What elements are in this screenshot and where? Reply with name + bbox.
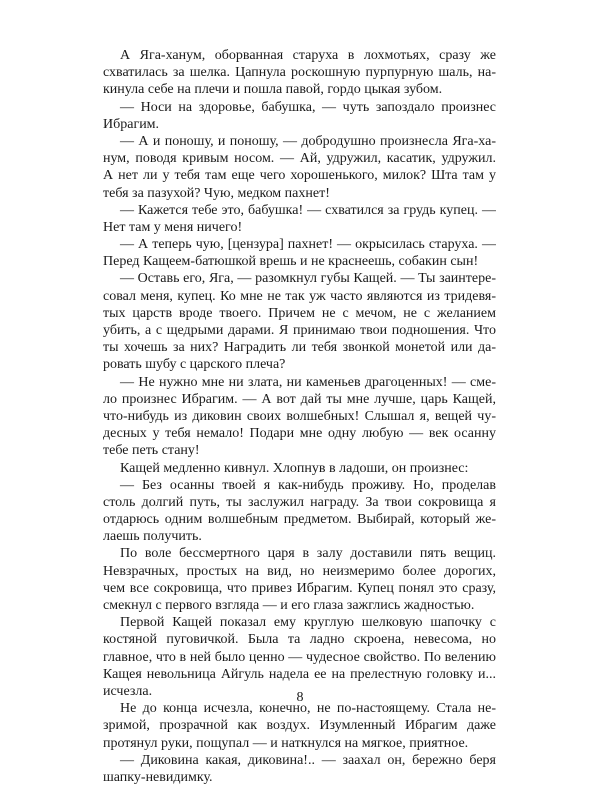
text-line: — Оставь его, Яга, — разомкнул губы Кащей. — Ты заинтере- [120, 271, 496, 287]
text-line: убить, а с щедрыми дарами. Я принимаю твои подношения. Что [103, 323, 496, 338]
text-line: совал меня, купец. Ко мне не так уж часто являются из тридевя- [103, 288, 496, 304]
text-line: — А теперь чую, [цензура] пахнет! — окрысилась старуха. — [120, 237, 496, 253]
text-line: столь долгий путь, ты заслужил награду. За твои сокровища я [103, 494, 496, 510]
page-number: 8 [296, 690, 304, 705]
text-line: тых царств вроде твоего. Причем не с мечом, не с желанием [103, 305, 496, 321]
text-line: ты хочешь за них? Наградить ли тебя звонкой монетой или да- [103, 340, 496, 356]
text-line: Невзрачных, простых на вид, но неизмеримо более дорогих, [103, 563, 496, 579]
text-line: — А и поношу, и поношу, — добродушно произнесла Яга-ха- [120, 133, 496, 149]
text-line: зримой, прозрачной как воздух. Изумленный Ибрагим даже [103, 718, 496, 734]
text-line: десных у тебя немало! Подари мне одну любую — век осанну [103, 426, 496, 442]
text-line: протянул руки, пощупал — и наткнулся на мягкое, приятное. [103, 735, 469, 751]
text-line: нум, поводя кривым носом. — Ай, удружил, касатик, удружил. [103, 151, 496, 167]
text-line: схватилась за шелка. Цапнула роскошную пурпурную шаль, на- [103, 65, 496, 81]
text-line: Ибрагим. [103, 116, 160, 132]
text-line: костяной пуговичкой. Была та ладно скроена, невесома, но [103, 632, 496, 648]
text-line: Не до конца исчезла, конечно, не по-настоящему. Стала не- [120, 701, 496, 717]
text-line: — Носи на здоровье, бабушка, — чуть запоздало произнес [120, 99, 496, 115]
text-line: чем все сокровища, что привез Ибрагим. Купец понял это сразу, [103, 580, 496, 596]
text-line: ло произнес Ибрагим. — А вот дай ты мне лучше, царь Кащей, [103, 391, 496, 407]
text-line: исчезла. [103, 683, 153, 699]
text-line: тебя за пазухой? Чую, медком пахнет! [103, 185, 330, 201]
text-line: смекнул с первого взгляда — и его глаза зажглись жадностью. [103, 598, 475, 613]
text-line: кинула себе на плечи и пошла павой, гордо цыкая зубом. [103, 82, 443, 98]
text-line: А нет ли у тебя там еще чего хорошенького, милок? Штa там у [103, 168, 496, 184]
text-line: лаешь получить. [103, 529, 202, 545]
text-line: тебе петь стану! [103, 443, 200, 459]
text-line: что-нибудь из диковин своих волшебных! Слышал я, вещей чу- [103, 408, 496, 424]
text-line: — Не нужно мне ни злата, ни каменьев драгоценных! — сме- [120, 374, 496, 390]
text-line: Кащея невольница Айгуль надела ее на прелестную головку и... [103, 666, 496, 682]
text-line: — Диковина какая, диковина!.. — заахал он, бережно беря [120, 752, 496, 768]
text-line: шапку-невидимку. [103, 769, 213, 785]
text-line: отдарюсь одним волшебным предметом. Выбирай, который же- [103, 512, 496, 528]
text-line: По воле бессмертного царя в залу доставили пять вещиц. [120, 546, 496, 562]
text-line: Перед Кащеем-батюшкой врешь и не краснеешь, собакин сын! [103, 254, 479, 270]
text-line: — Без осанны твоей я как-нибудь проживу. Но, проделав [120, 477, 496, 493]
text-line: главное, что в ней было ценно — чудесное свойство. По велению [103, 649, 496, 665]
text-line: ровать шубу с царского плеча? [103, 357, 286, 373]
text-line: Кащей медленно кивнул. Хлопнув в ладоши, он произнес: [120, 460, 469, 476]
text-line: Первой Кащей показал ему круглую шелковую шапочку с [120, 615, 496, 631]
text-line: Нет там у меня ничего! [103, 219, 243, 235]
text-line: — Кажется тебе это, бабушка! — схватился за грудь купец. — [120, 202, 496, 218]
body-text [103, 47, 496, 786]
text-line: А Яга-ханум, оборванная старуха в лохмотьях, сразу же [120, 48, 496, 63]
